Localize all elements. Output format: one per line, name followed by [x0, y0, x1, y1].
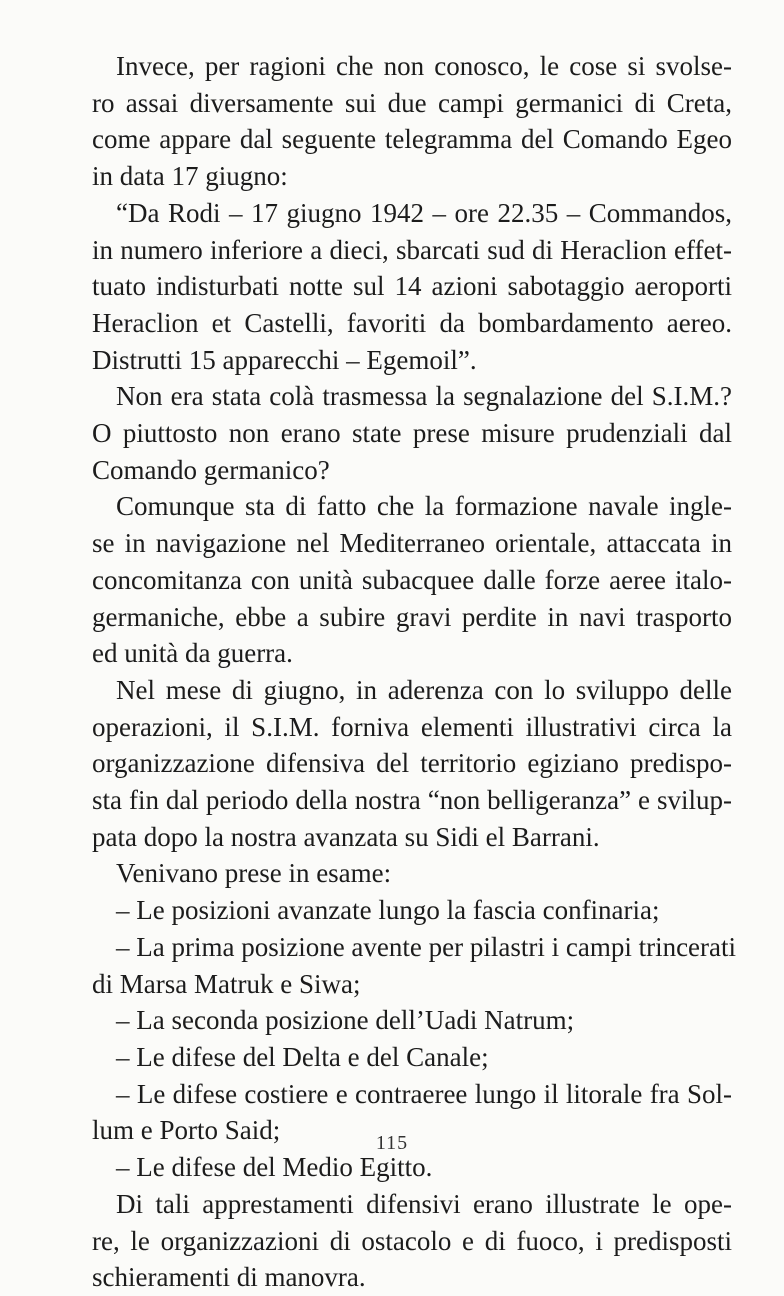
- page-number: 115: [375, 1132, 409, 1154]
- text-line: ed unità da guerra.: [92, 638, 293, 669]
- text-line: O piuttosto non erano state prese misure prudenziali dal: [92, 418, 732, 449]
- text-line: se in navigazione nel Mediterraneo orientale, attaccata in: [92, 528, 732, 559]
- text-line: – Le difese del Medio Egitto.: [116, 1152, 433, 1183]
- text-line: Di tali apprestamenti difensivi erano illustrate le ope-: [116, 1188, 732, 1219]
- paragraph: [116, 1002, 732, 1039]
- text-line: Heraclion et Castelli, favoriti da bombardamento aereo.: [92, 307, 732, 338]
- text-line: in numero inferiore a dieci, sbarcati sud di Heraclion effet-: [92, 234, 732, 265]
- paragraph: [92, 378, 732, 488]
- paragraph: [116, 892, 732, 929]
- text-line: in data 17 giugno:: [92, 161, 288, 192]
- text-line: Non era stata colà trasmessa la segnalazione del S.I.M.?: [116, 381, 732, 412]
- paragraph: [116, 855, 732, 892]
- text-line: organizzazione difensiva del territorio egiziano predispo-: [92, 748, 732, 779]
- text-line: – Le posizioni avanzate lungo la fascia confinaria;: [116, 895, 660, 926]
- text-line: germaniche, ebbe a subire gravi perdite in navi trasporto: [92, 601, 732, 632]
- text-line: – Le difese costiere e contraeree lungo il litorale fra Sol-: [116, 1078, 732, 1109]
- text-line: – La seconda posizione dell’Uadi Natrum;: [116, 1005, 575, 1036]
- text-line: re, le organizzazioni di ostacolo e di fuoco, i predisposti: [92, 1225, 732, 1256]
- text-line: – La prima posizione avente per pilastri i campi trincerati: [116, 931, 737, 962]
- text-line: Distrutti 15 apparecchi – Egemoil”.: [92, 344, 477, 375]
- text-line: pata dopo la nostra avanzata su Sidi el Barrani.: [92, 821, 600, 852]
- paragraph: [116, 1039, 732, 1076]
- text-line: “Da Rodi – 17 giugno 1942 – ore 22.35 – Commandos,: [116, 197, 732, 228]
- text-line: sta fin dal periodo della nostra “non belligeranza” e svilup-: [92, 785, 732, 816]
- text-line: ro assai diversamente sui due campi germanici di Creta,: [92, 87, 732, 118]
- text-line: Comando germanico?: [92, 454, 330, 485]
- text-line: di Marsa Matruk e Siwa;: [92, 968, 361, 999]
- text-line: schieramenti di manovra.: [92, 1262, 366, 1293]
- text-line: Nel mese di giugno, in aderenza con lo sviluppo delle: [116, 674, 732, 705]
- text-line: Invece, per ragioni che non conosco, le cose si svolse-: [116, 51, 732, 81]
- text-line: operazioni, il S.I.M. forniva elementi illustrativi circa la: [92, 711, 732, 742]
- text-line: concomitanza con unità subacquee dalle forze aeree italo-: [92, 564, 732, 595]
- paragraph: [92, 929, 737, 1002]
- paragraph: [92, 48, 732, 195]
- text-line: Comunque sta di fatto che la formazione navale ingle-: [116, 491, 732, 522]
- paragraph: [92, 1186, 732, 1296]
- text-line: lum e Porto Said;: [92, 1115, 281, 1146]
- paragraph: [92, 488, 732, 672]
- paragraph: [92, 672, 732, 856]
- text-line: come appare dal seguente telegramma del Comando Egeo: [92, 124, 732, 155]
- body-text: [92, 48, 737, 1296]
- text-line: tuato indisturbati notte sul 14 azioni sabotaggio aeroporti: [92, 271, 732, 302]
- text-line: Venivano prese in esame:: [116, 858, 392, 889]
- paragraph: [92, 195, 732, 379]
- text-line: – Le difese del Delta e del Canale;: [116, 1041, 489, 1072]
